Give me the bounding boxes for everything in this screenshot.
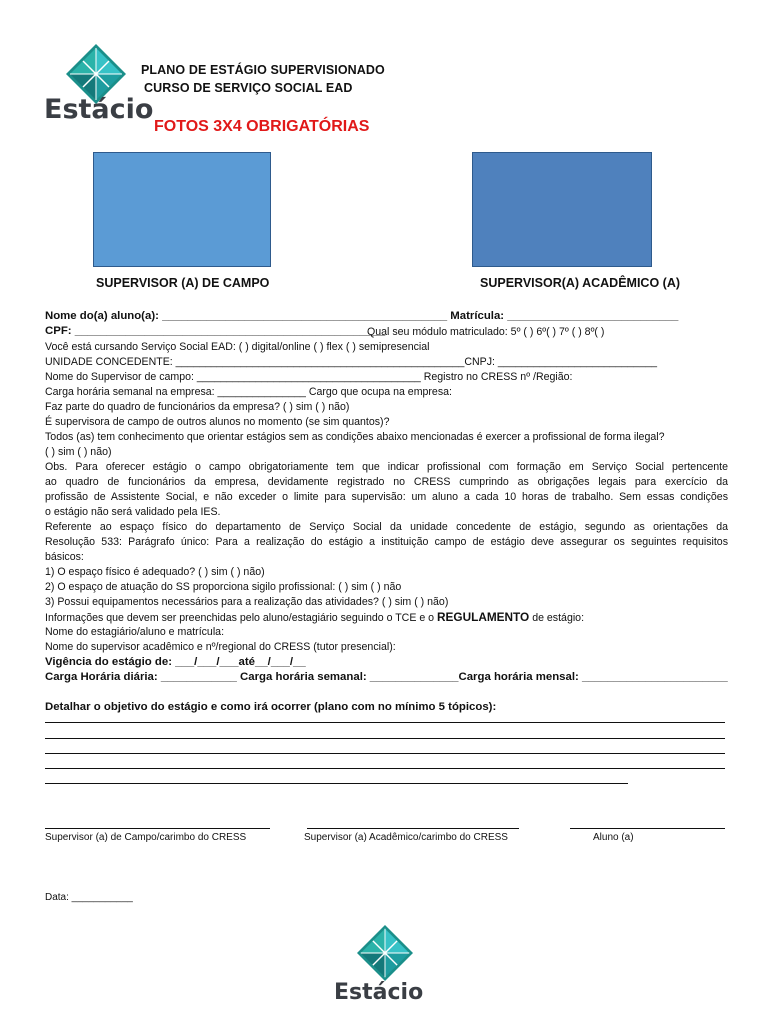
field-unidade-cnpj[interactable]: UNIDADE CONCEDENTE: _________________________________________________CNPJ: ___________________________ (45, 356, 657, 368)
field-modulo[interactable]: Qual seu módulo matriculado: 5º ( ) 6º( ) 7º ( ) 8º( ) (367, 326, 605, 338)
field-estagiario[interactable]: Nome do estagiário/aluno e matrícula: (45, 626, 225, 638)
doc-title: PLANO DE ESTÁGIO SUPERVISIONADO (141, 63, 385, 77)
question-espaco-fisico[interactable]: 1) O espaço físico é adequado? ( ) sim ( ) não) (45, 566, 265, 578)
writing-line[interactable] (45, 722, 725, 723)
info-regulamento: REGULAMENTO (437, 610, 530, 624)
caption-supervisor-campo: SUPERVISOR (A) DE CAMPO (96, 276, 270, 290)
obs-line-4: o estágio não será validado pela IES. (45, 506, 221, 518)
photos-notice: FOTOS 3X4 OBRIGATÓRIAS (154, 118, 370, 135)
doc-subtitle: CURSO DE SERVIÇO SOCIAL EAD (144, 81, 353, 95)
field-cpf[interactable]: CPF: _________________________________________________ (45, 325, 386, 337)
signature-line-aluno[interactable] (570, 828, 725, 829)
obs-line-1: Obs. Para oferecer estágio o campo obrigatoriamente tem que indicar profissional com formação em Serviço Social pertencente (45, 461, 728, 473)
field-vigencia[interactable]: Vigência do estágio de: ___/___/___até__/___/__ (45, 656, 306, 668)
photo-box-supervisor-academico (472, 152, 652, 267)
estacio-footer-logo-icon (357, 925, 413, 981)
field-supervisor-campo[interactable]: Nome do Supervisor de campo: ______________________________________ Registro no CRESS nº /Região: (45, 371, 573, 383)
field-data[interactable]: Data: ___________ (45, 892, 133, 903)
obs-line-3: profissão de Assistente Social, e não exceder o limite para supervisão: um aluno a cada 10 horas de trabalho. Sem essas condições (45, 491, 728, 503)
signature-label-campo: Supervisor (a) de Campo/carimbo do CRESS (45, 832, 247, 843)
ref-line-3: básicos: (45, 551, 84, 563)
ref-line-1: Referente ao espaço físico do departamento de Serviço Social da unidade concedente de estágio, segundo as orientações da (45, 521, 728, 533)
field-outros-alunos[interactable]: É supervisora de campo de outros alunos no momento (se sim quantos)? (45, 416, 390, 428)
signature-line-academico[interactable] (307, 828, 519, 829)
writing-line[interactable] (45, 753, 725, 754)
estacio-footer-logo-text: Estácio (334, 980, 424, 1005)
writing-line[interactable] (45, 768, 725, 769)
writing-line[interactable] (45, 738, 725, 739)
field-supervisor-academico[interactable]: Nome do supervisor acadêmico e nº/regional do CRESS (tutor presencial): (45, 641, 396, 653)
field-quadro-funcionarios[interactable]: Faz parte do quadro de funcionários da empresa? ( ) sim ( ) não) (45, 401, 350, 413)
field-nome-matricula[interactable]: Nome do(a) aluno(a): _____________________________________________ Matrícula: ___________________________ (45, 310, 679, 322)
field-carga-cargo[interactable]: Carga horária semanal na empresa: _______________ Cargo que ocupa na empresa: (45, 386, 452, 398)
answer-conhecimento[interactable]: ( ) sim ( ) não) (45, 446, 112, 458)
question-conhecimento: Todos (as) tem conhecimento que orientar estágios sem as condições abaixo mencionadas é exercer a profissional de forma ilegal? (45, 431, 665, 443)
estacio-logo-text: Estácio (44, 94, 154, 125)
writing-line[interactable] (45, 783, 628, 784)
ref-line-2: Resolução 533: Parágrafo único: Para a realização do estágio a instituição campo de estágio deve assegurar os seguintes requisitos (45, 536, 728, 548)
info-instructions (45, 610, 584, 626)
signature-line-campo[interactable] (45, 828, 270, 829)
info-pre: Informações que devem ser preenchidas pelo aluno/estagiário seguindo o TCE e o (45, 612, 435, 624)
field-modalidade[interactable]: Você está cursando Serviço Social EAD: ( ) digital/online ( ) flex ( ) semipresencial (45, 341, 430, 353)
caption-supervisor-academico: SUPERVISOR(A) ACADÊMICO (A) (480, 276, 681, 290)
question-equipamentos[interactable]: 3) Possui equipamentos necessários para a realização das atividades? ( ) sim ( ) não) (45, 596, 449, 608)
objetivo-heading: Detalhar o objetivo do estágio e como irá ocorrer (plano com no mínimo 5 tópicos): (45, 701, 497, 713)
info-post: de estágio: (532, 612, 585, 624)
field-carga-horaria[interactable]: Carga Horária diária: ____________ Carga horária semanal: ______________Carga horária mensal: _______________________ (45, 671, 728, 683)
signature-label-aluno: Aluno (a) (593, 832, 634, 843)
question-sigilo[interactable]: 2) O espaço de atuação do SS proporciona sigilo profissional: ( ) sim ( ) não (45, 581, 402, 593)
signature-label-academico: Supervisor (a) Acadêmico/carimbo do CRESS (304, 832, 508, 843)
photo-box-supervisor-campo (93, 152, 271, 267)
obs-line-2: ao quadro de funcionários da empresa, devidamente registrado no CRESS cumprindo as obrigações legais para exercício da (45, 476, 728, 488)
